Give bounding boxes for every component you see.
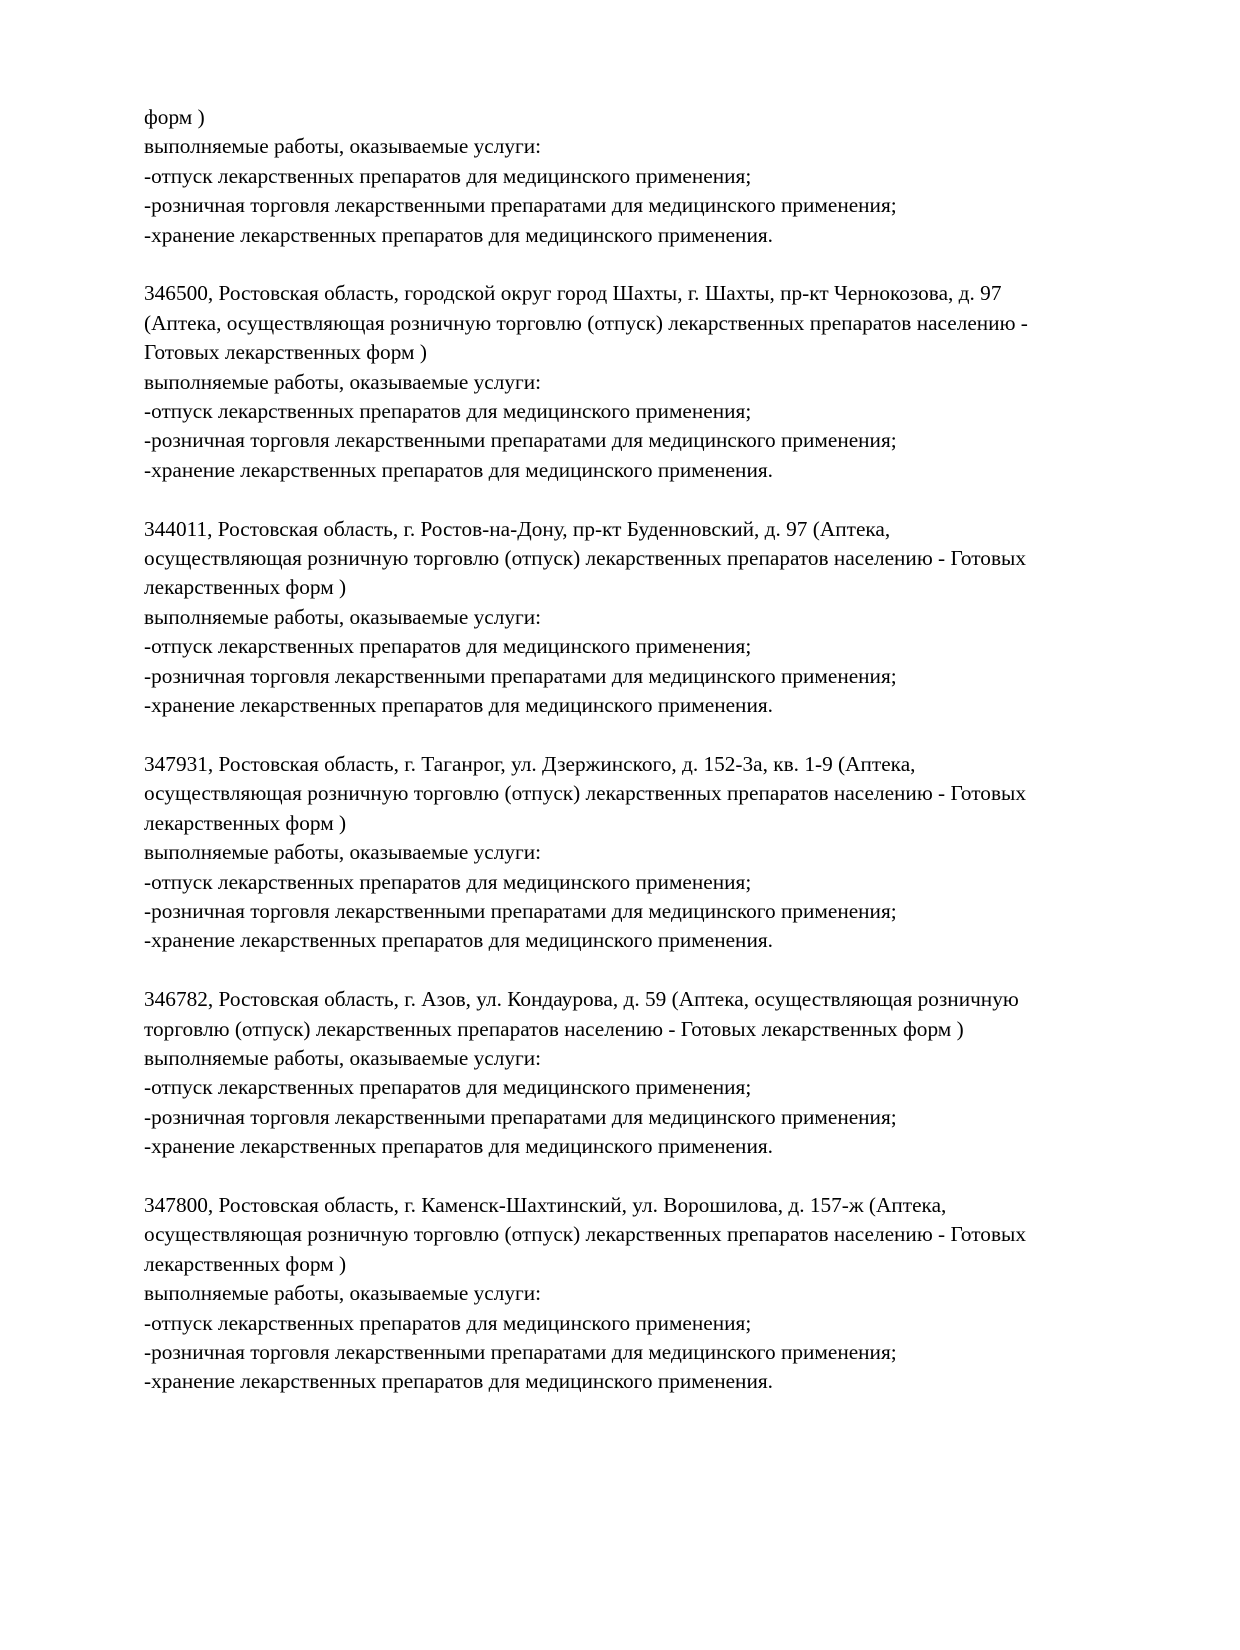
entry-service-item: -хранение лекарственных препаратов для медицинского применения. [144, 1369, 773, 1394]
entry-service-item: -розничная торговля лекарственными препаратами для медицинского применения; [144, 1339, 897, 1364]
entry-address-line: 347931, Ростовская область, г. Таганрог, ул. Дзержинского, д. 152-3а, кв. 1-9 (Аптека, [144, 751, 916, 776]
entry-address-line: лекарственных форм ) [144, 810, 347, 835]
pharmacy-entry-azov [144, 985, 1154, 1161]
entry-service-item: -отпуск лекарственных препаратов для медицинского применения; [144, 869, 752, 894]
entry-service-item: -розничная торговля лекарственными препаратами для медицинского применения; [144, 898, 897, 923]
intro-line: форм ) [144, 105, 205, 129]
entry-address-line: осуществляющая розничную торговлю (отпуск) лекарственных препаратов населению - Готовых [144, 546, 1026, 571]
entry-service-item: -отпуск лекарственных препаратов для медицинского применения; [144, 634, 752, 659]
entry-address-line: 347800, Ростовская область, г. Каменск-Шахтинский, ул. Ворошилова, д. 157-ж (Аптека, [144, 1192, 947, 1217]
entry-address-line: лекарственных форм ) [144, 575, 347, 600]
intro-line: -розничная торговля лекарственными препаратами для медицинского применения; [144, 193, 897, 218]
entry-service-item: -хранение лекарственных препаратов для медицинского применения. [144, 693, 773, 718]
pharmacy-entry-kamensk-shakhtinsky [144, 1191, 1154, 1397]
intro-line: -отпуск лекарственных препаратов для медицинского применения; [144, 163, 752, 188]
entry-address-line: осуществляющая розничную торговлю (отпуск) лекарственных препаратов населению - Готовых [144, 781, 1026, 806]
entry-service-item: -хранение лекарственных препаратов для медицинского применения. [144, 457, 773, 482]
entry-service-item: -розничная торговля лекарственными препаратами для медицинского применения; [144, 428, 897, 453]
entry-service-item: -отпуск лекарственных препаратов для медицинского применения; [144, 1075, 752, 1100]
intro-block [144, 103, 1154, 250]
entry-address-line: лекарственных форм ) [144, 1251, 347, 1276]
entry-service-item: -отпуск лекарственных препаратов для медицинского применения; [144, 1310, 752, 1335]
entry-service-item: -хранение лекарственных препаратов для медицинского применения. [144, 1134, 773, 1159]
entry-service-item: -розничная торговля лекарственными препаратами для медицинского применения; [144, 663, 897, 688]
entry-address-line: Готовых лекарственных форм ) [144, 340, 427, 365]
entry-services-heading: выполняемые работы, оказываемые услуги: [144, 1281, 542, 1306]
entry-services-heading: выполняемые работы, оказываемые услуги: [144, 1045, 542, 1070]
entry-services-heading: выполняемые работы, оказываемые услуги: [144, 840, 542, 865]
entry-services-heading: выполняемые работы, оказываемые услуги: [144, 369, 542, 394]
pharmacy-entry-shakhty [144, 279, 1154, 485]
entry-address-line: осуществляющая розничную торговлю (отпуск) лекарственных препаратов населению - Готовых [144, 1222, 1026, 1247]
intro-line: -хранение лекарственных препаратов для медицинского применения. [144, 222, 773, 247]
entry-service-item: -хранение лекарственных препаратов для медицинского применения. [144, 928, 773, 953]
entry-address-line: (Аптека, осуществляющая розничную торговлю (отпуск) лекарственных препаратов населению - [144, 310, 1028, 335]
entry-service-item: -отпуск лекарственных препаратов для медицинского применения; [144, 399, 752, 424]
entry-address-line: торговлю (отпуск) лекарственных препаратов населению - Готовых лекарственных форм ) [144, 1016, 964, 1041]
document-page [144, 103, 1154, 1397]
entry-address-line: 344011, Ростовская область, г. Ростов-на-Дону, пр-кт Буденновский, д. 97 (Аптека, [144, 516, 891, 541]
pharmacy-entry-taganrog [144, 750, 1154, 956]
entry-services-heading: выполняемые работы, оказываемые услуги: [144, 604, 542, 629]
entry-address-line: 346782, Ростовская область, г. Азов, ул. Кондаурова, д. 59 (Аптека, осуществляющая розничную [144, 987, 1019, 1012]
entry-service-item: -розничная торговля лекарственными препаратами для медицинского применения; [144, 1104, 897, 1129]
pharmacy-entry-rostov [144, 515, 1154, 721]
intro-line: выполняемые работы, оказываемые услуги: [144, 134, 542, 159]
entry-address-line: 346500, Ростовская область, городской округ город Шахты, г. Шахты, пр-кт Чернокозова, д. 97 [144, 281, 1002, 306]
